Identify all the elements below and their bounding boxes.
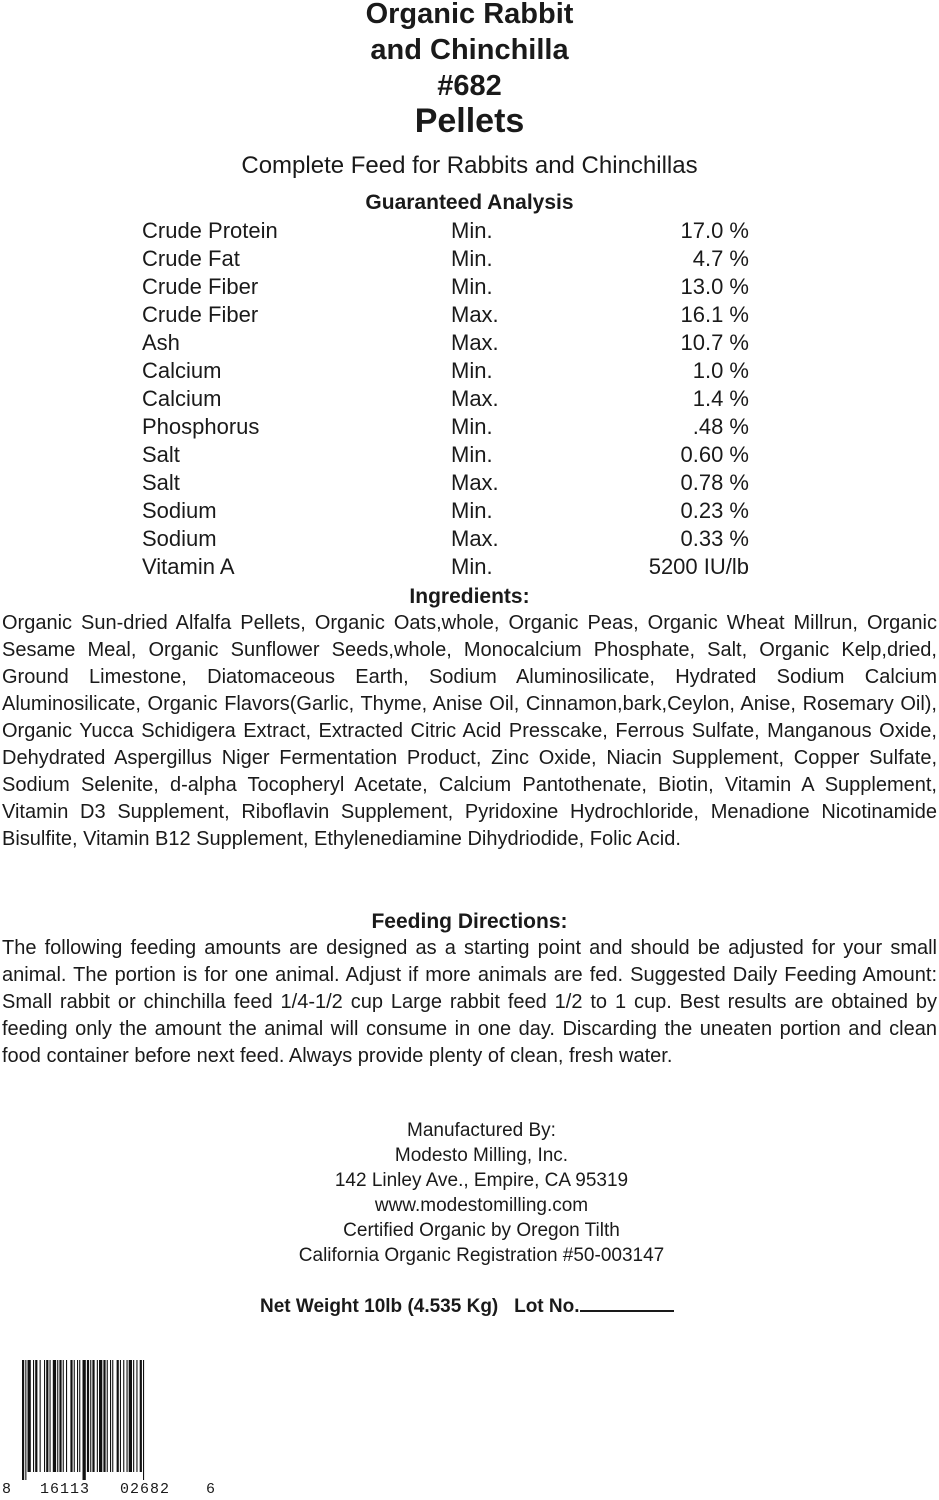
barcode-bar <box>33 1360 34 1472</box>
analysis-value: 0.78 % <box>680 470 749 495</box>
feeding-directions-text: The following feeding amounts are designed as a starting point and should be adjusted for your small animal. The portion is for one animal. Adjust if more animals are fed. Suggested Daily Feeding Amount: Small rabbit or chinchilla feed 1/4-1/2 cup Large rabbit feed 1/2 to 1 cup. Best results are obtained by feeding only the amount the animal will consume in one day. Discarding the uneaten portion and clean food container before next feed. Always provide plenty of clean, fresh water. <box>2 937 937 1067</box>
analysis-row <box>0 553 939 581</box>
product-subtitle: Complete Feed for Rabbits and Chinchillas <box>241 152 698 179</box>
analysis-qualifier: Max. <box>451 302 499 327</box>
analysis-qualifier: Min. <box>451 498 493 523</box>
product-title-line-1: Organic Rabbit <box>365 0 574 30</box>
barcode-bar <box>79 1360 80 1472</box>
barcode-bar <box>35 1360 37 1472</box>
analysis-value: 0.23 % <box>680 498 749 523</box>
net-weight-lot <box>260 1294 674 1319</box>
analysis-nutrient: Vitamin A <box>142 554 235 579</box>
manufacturer-label: Manufactured By: <box>407 1120 556 1141</box>
barcode-bar <box>120 1360 121 1472</box>
analysis-qualifier: Max. <box>451 330 499 355</box>
analysis-qualifier: Min. <box>451 442 493 467</box>
analysis-value: 17.0 % <box>680 218 749 243</box>
analysis-nutrient: Ash <box>142 330 180 355</box>
analysis-value: 0.33 % <box>680 526 749 551</box>
analysis-row <box>0 217 939 245</box>
analysis-value: .48 % <box>692 414 749 439</box>
analysis-row <box>0 245 939 273</box>
analysis-row <box>0 301 939 329</box>
barcode-bar <box>123 1360 124 1472</box>
barcode-bar <box>92 1360 94 1472</box>
lot-number-blank <box>580 1294 674 1312</box>
analysis-row <box>0 385 939 413</box>
net-weight-text: Net Weight 10lb (4.535 Kg) Lot No. <box>260 1296 580 1317</box>
ingredients-heading: Ingredients: <box>409 585 530 608</box>
barcode-bar <box>87 1360 89 1472</box>
analysis-qualifier: Min. <box>451 554 493 579</box>
barcode-bar <box>59 1360 61 1472</box>
barcode-bar <box>44 1360 45 1472</box>
analysis-nutrient: Sodium <box>142 526 217 551</box>
analysis-qualifier: Max. <box>451 386 499 411</box>
barcode-bar <box>97 1360 98 1472</box>
barcode-bar <box>63 1360 64 1472</box>
barcode-check-digit: 6 <box>206 1481 217 1498</box>
barcode-bar <box>50 1360 51 1472</box>
product-number: #682 <box>437 70 502 102</box>
barcode-bar <box>25 1360 26 1480</box>
barcode-bar <box>28 1360 31 1472</box>
barcode-bar <box>83 1360 86 1480</box>
analysis-value: 13.0 % <box>680 274 749 299</box>
product-title-line-2: and Chinchilla <box>370 34 569 66</box>
analysis-nutrient: Crude Fat <box>142 246 240 271</box>
barcode-bar <box>140 1360 142 1472</box>
barcode-bar <box>112 1360 113 1472</box>
analysis-value: 16.1 % <box>680 302 749 327</box>
barcode-bar <box>107 1360 108 1472</box>
analysis-value: 1.0 % <box>692 358 749 383</box>
barcode-bar <box>53 1360 56 1472</box>
analysis-nutrient: Phosphorus <box>142 414 260 439</box>
barcode-bar <box>110 1360 111 1472</box>
analysis-nutrient: Salt <box>142 442 180 467</box>
barcode-bar <box>70 1360 72 1472</box>
barcode-bars <box>22 1360 144 1480</box>
product-title-pellets: Pellets <box>414 102 525 140</box>
ingredients-text: Organic Sun-dried Alfalfa Pellets, Organic Oats,whole, Organic Peas, Organic Wheat Millrun, Organic Sesame Meal, Organic Sunflower Seeds,whole, Monocalcium Phosphate, Salt, Organic Kelp,dried, Ground Limestone, Diatomaceous Earth, Sodium Aluminosilicate, Hydrated Sodium Calcium Aluminosilicate, Organic Flavors(Garlic, Thyme, Anise Oil, Cinnamon,bark,Ceylon, Anise, Rosemary Oil), Organic Yucca Schidigera Extract, Extracted Citric Acid Presscake, Ferrous Sulfate, Manganous Oxide, Dehydrated Aspergillus Niger Fermentation Product, Zinc Oxide, Niacin Supplement, Copper Sulfate, Sodium Selenite, d-alpha Tocopheryl Acetate, Calcium Pantothenate, Biotin, Vitamin A Supplement, Vitamin D3 Supplement, Riboflavin Supplement, Pyridoxine Hydrochloride, Menadione Nicotinamide Bisulfite, Vitamin B12 Supplement, Ethylenediamine Dihydriodide, Folic Acid. <box>2 612 937 850</box>
barcode-left-digits: 16113 <box>40 1481 91 1498</box>
barcode-bar <box>90 1360 91 1472</box>
analysis-nutrient: Crude Fiber <box>142 302 259 327</box>
analysis-qualifier: Min. <box>451 274 493 299</box>
barcode-bar <box>66 1360 67 1472</box>
barcode-bar <box>129 1360 132 1472</box>
barcode-lead-digit: 8 <box>2 1481 13 1498</box>
organic-registration: California Organic Registration #50-003147 <box>298 1245 665 1266</box>
manufacturer-name: Modesto Milling, Inc. <box>394 1145 569 1166</box>
analysis-qualifier: Min. <box>451 358 493 383</box>
manufacturer-address: 142 Linley Ave., Empire, CA 95319 <box>334 1170 629 1191</box>
analysis-row <box>0 441 939 469</box>
analysis-value: 0.60 % <box>680 442 749 467</box>
analysis-qualifier: Min. <box>451 246 493 271</box>
analysis-row <box>0 273 939 301</box>
analysis-value: 5200 IU/lb <box>648 554 749 579</box>
analysis-nutrient: Calcium <box>142 386 222 411</box>
analysis-qualifier: Min. <box>451 414 493 439</box>
analysis-nutrient: Crude Protein <box>142 218 278 243</box>
analysis-nutrient: Salt <box>142 470 180 495</box>
analysis-row <box>0 497 939 525</box>
barcode-bar <box>136 1360 137 1472</box>
feeding-directions-heading: Feeding Directions: <box>371 910 568 933</box>
barcode-bar <box>77 1360 78 1472</box>
analysis-row <box>0 413 939 441</box>
barcode-bar <box>40 1360 41 1472</box>
analysis-row <box>0 469 939 497</box>
analysis-row <box>0 525 939 553</box>
analysis-nutrient: Crude Fiber <box>142 274 259 299</box>
barcode <box>22 1360 182 1480</box>
barcode-bar <box>99 1360 102 1472</box>
guaranteed-analysis-heading: Guaranteed Analysis <box>365 191 574 214</box>
barcode-bar <box>103 1360 105 1472</box>
organic-certification: Certified Organic by Oregon Tilth <box>343 1220 620 1241</box>
barcode-bar <box>117 1360 119 1472</box>
analysis-qualifier: Max. <box>451 526 499 551</box>
analysis-row <box>0 357 939 385</box>
barcode-bar <box>143 1360 144 1480</box>
manufacturer-website: www.modestomilling.com <box>374 1195 589 1216</box>
analysis-nutrient: Calcium <box>142 358 222 383</box>
analysis-value: 4.7 % <box>692 246 749 271</box>
barcode-bar <box>133 1360 134 1472</box>
analysis-value: 1.4 % <box>692 386 749 411</box>
barcode-bar <box>57 1360 58 1472</box>
barcode-right-digits: 02682 <box>120 1481 171 1498</box>
analysis-value: 10.7 % <box>680 330 749 355</box>
analysis-qualifier: Max. <box>451 470 499 495</box>
analysis-nutrient: Sodium <box>142 498 217 523</box>
barcode-bar <box>127 1360 128 1472</box>
barcode-bar <box>74 1360 75 1472</box>
barcode-bar <box>22 1360 24 1480</box>
barcode-bar <box>46 1360 48 1472</box>
analysis-row <box>0 329 939 357</box>
analysis-qualifier: Min. <box>451 218 493 243</box>
